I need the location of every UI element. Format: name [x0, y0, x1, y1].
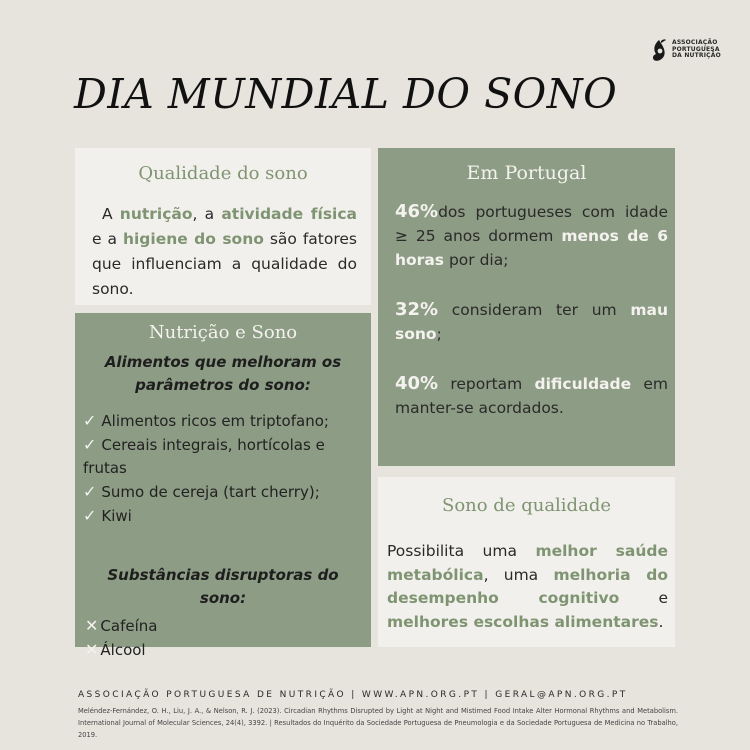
page-title: DIA MUNDIAL DO SONO: [74, 70, 618, 118]
nutrition-card: [75, 313, 371, 659]
stat-46: [395, 200, 668, 272]
stat-46-pct: 46%: [395, 201, 439, 222]
check-icon: ✓: [83, 482, 97, 501]
cross-icon: ✕: [85, 616, 99, 635]
food-item-label: Sumo de cereja (tart cherry);: [101, 483, 320, 501]
list-item: [83, 504, 361, 528]
good-sleep-hl-food: melhores escolhas alimentares: [387, 612, 659, 631]
good-sleep-card: [378, 477, 675, 647]
quality-t1: A: [102, 205, 120, 223]
list-item: [83, 433, 361, 480]
good-sleep-t4: .: [658, 612, 664, 631]
disruptor-label: Cafeína: [100, 617, 158, 635]
stat-32-pct: 32%: [395, 299, 439, 320]
food-item-label: Alimentos ricos em triptofano;: [101, 412, 329, 430]
quality-heading: Qualidade do sono: [138, 163, 308, 184]
stat-40: [395, 372, 668, 420]
logo-line-3: DA NUTRIÇÃO: [672, 52, 721, 60]
stat-46-end: por dia;: [444, 251, 509, 269]
check-icon: ✓: [83, 506, 97, 525]
good-sleep-hl-metabolic: melhor saúde metabólica: [387, 542, 669, 584]
good-sleep-heading: Sono de qualidade: [441, 495, 611, 516]
apn-logo-icon: [650, 38, 668, 62]
stat-40-pct: 40%: [395, 373, 439, 394]
good-sleep-hl-cognitive: melhoria do desempenho cognitivo: [387, 565, 669, 607]
stat-32-text: consideram ter um: [438, 301, 631, 319]
disruptors-list: [85, 614, 361, 662]
logo-text: [672, 40, 721, 60]
stat-46-hl: menos de 6 horas: [395, 227, 668, 269]
list-item: [83, 480, 361, 504]
stat-32: [395, 298, 668, 346]
quality-text: [92, 202, 357, 302]
stat-40-text: reportam: [438, 375, 535, 393]
foods-subheading: Alimentos que melhoram os parâmetros do sono:: [104, 353, 342, 394]
check-icon: ✓: [83, 435, 97, 454]
list-item: [85, 614, 361, 638]
good-sleep-t2: , uma: [483, 565, 554, 584]
logo-line-1: ASSOCIAÇÃO: [672, 39, 718, 47]
quality-hl-nutrition: nutrição: [119, 205, 193, 223]
footer-references: Meléndez-Fernández, O. H., Liu, J. A., & Nelson, R. J. (2023). Circadian Rhythms Disrupted by Light at Night and Mistimed Food Intake Alter Hormonal Rhythms and Metabolism. International Journal of Molecular Sciences, 24(4), 3392. | Resultados do Inquérito da Sociedade Portuguesa de Pneumologia e da Sociedade Portuguesa de Medicina no Trabalho, 2019.: [78, 707, 678, 739]
list-item: [83, 409, 361, 433]
good-sleep-t3: e: [619, 589, 668, 607]
quality-t3: e a: [92, 230, 123, 248]
apn-logo: [650, 36, 730, 64]
stat-40-hl: dificuldade: [534, 375, 632, 393]
quality-hl-activity: atividade física: [221, 205, 358, 223]
good-sleep-t1: Possibilita uma: [387, 542, 536, 560]
food-item-label: Kiwi: [101, 507, 132, 525]
stat-46-text: dos portugueses com idade ≥ 25 anos dormem: [395, 203, 668, 245]
stat-32-end: ;: [436, 325, 442, 343]
disruptor-label: Álcool: [100, 641, 146, 659]
foods-list: [83, 409, 361, 528]
quality-card: [75, 148, 371, 305]
portugal-heading: Em Portugal: [466, 162, 587, 184]
nutrition-heading: Nutrição e Sono: [148, 322, 298, 343]
check-icon: ✓: [83, 411, 97, 430]
disruptors-subheading: Substâncias disruptoras do sono:: [107, 566, 339, 607]
footer-contact: ASSOCIAÇÃO PORTUGUESA DE NUTRIÇÃO | WWW.APN.ORG.PT | GERAL@APN.ORG.PT: [78, 690, 628, 700]
list-item: [85, 638, 361, 662]
stat-32-hl: mau sono: [395, 301, 668, 343]
quality-t4: são fatores que influenciam a qualidade do sono.: [92, 230, 357, 298]
portugal-card: [378, 148, 675, 466]
quality-hl-hygiene: higiene do sono: [122, 230, 264, 248]
cross-icon: ✕: [85, 640, 99, 659]
logo-line-2: PORTUGUESA: [672, 45, 720, 53]
stat-40-end: em manter-se acordados.: [395, 375, 668, 417]
food-item-label: Cereais integrais, hortícolas e frutas: [83, 436, 325, 477]
good-sleep-text: [387, 540, 668, 634]
quality-t2: , a: [192, 205, 222, 223]
